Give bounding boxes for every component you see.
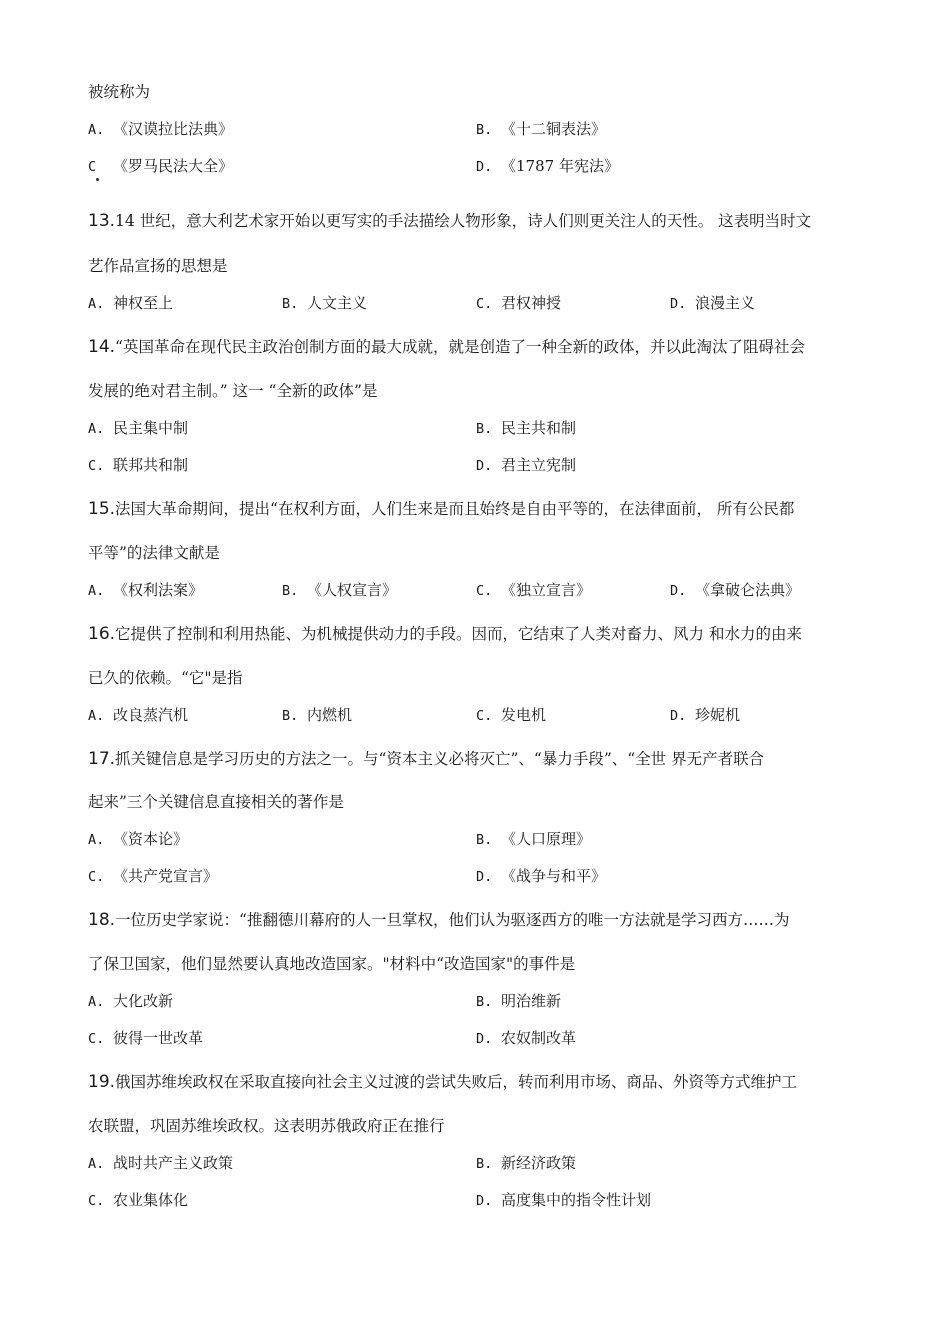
q17-option-d[interactable]: D. 《战争与和平》: [476, 867, 607, 885]
question-number: 13.: [88, 211, 116, 231]
q12-option-b[interactable]: B. 《十二铜表法》: [476, 120, 607, 138]
q15-option-a[interactable]: A. 《权利法案》: [88, 581, 204, 599]
q17-option-b[interactable]: B. 《人口原理》: [476, 830, 592, 848]
q13-option-d[interactable]: D. 浪漫主义: [670, 294, 756, 312]
q17-option-c[interactable]: C. 《共产党宣言》: [88, 867, 219, 885]
q13-option-a[interactable]: A. 神权至上: [88, 294, 174, 312]
question-number: 18.: [88, 910, 116, 930]
question-15-stem: 15.法国大革命期间，提出“在权利方面，人们生来是而且始终是自由平等的，在法律面前， 所有公民都: [88, 499, 795, 519]
q19-option-c[interactable]: C. 农业集体化: [88, 1191, 189, 1209]
q18-option-d[interactable]: D. 农奴制改革: [476, 1029, 577, 1047]
question-14-stem-line2: 发展的绝对君主制。” 这一 “全新的政体”是: [88, 382, 378, 400]
q13-option-c[interactable]: C. 君权神授: [476, 294, 562, 312]
q19-option-b[interactable]: B. 新经济政策: [476, 1154, 577, 1172]
q18-option-b[interactable]: B. 明治维新: [476, 992, 562, 1010]
q16-option-b[interactable]: B. 内燃机: [282, 706, 353, 724]
q12-option-d[interactable]: D. 《1787 年宪法》: [476, 157, 619, 175]
q16-option-a[interactable]: A. 改良蒸汽机: [88, 706, 189, 724]
q16-option-d[interactable]: D. 珍妮机: [670, 706, 741, 724]
question-number: 16.: [88, 624, 116, 644]
question-13-stem-line2: 艺作品宣扬的思想是: [88, 257, 228, 275]
question-19-stem: 19.俄国苏维埃政权在采取直接向社会主义过渡的尝试失败后，转而利用市场、商品、外资等方式维护工: [88, 1072, 798, 1092]
question-number: 14.: [88, 337, 116, 357]
question-16-stem: 16.它提供了控制和利用热能、为机械提供动力的手段。因而，它结束了人类对畜力、风力 和水力的由来: [88, 624, 802, 644]
question-15-stem-line2: 平等”的法律文献是: [88, 544, 220, 562]
question-18-stem-line2: 了保卫国家，他们显然要认真地改造国家。"材料中“改造国家"的事件是: [88, 955, 576, 973]
q17-option-a[interactable]: A. 《资本论》: [88, 830, 189, 848]
question-14-stem: 14.“英国革命在现代民主政治创制方面的最大成就，就是创造了一种全新的政体，并以此淘汰了阻碍社会: [88, 337, 805, 357]
q12-option-c[interactable]: C 《罗马民法大全》: [88, 157, 234, 175]
q15-option-b[interactable]: B. 《人权宣言》: [282, 581, 398, 599]
q12-option-a[interactable]: A. 《汉谟拉比法典》: [88, 120, 234, 138]
question-19-stem-line2: 农联盟，巩固苏维埃政权。这表明苏俄政府正在推行: [88, 1117, 445, 1135]
q14-option-d[interactable]: D. 君主立宪制: [476, 456, 577, 474]
q19-option-d[interactable]: D. 高度集中的指令性计划: [476, 1191, 652, 1209]
q18-option-c[interactable]: C. 彼得一世改革: [88, 1029, 204, 1047]
q14-option-c[interactable]: C. 联邦共和制: [88, 456, 189, 474]
question-13-stem: 13.14 世纪，意大利艺术家开始以更写实的手法描绘人物形象，诗人们则更关注人的天性。 这表明当时文: [88, 211, 812, 231]
q14-option-b[interactable]: B. 民主共和制: [476, 419, 577, 437]
question-16-stem-line2: 已久的依赖。“它"是指: [88, 669, 243, 687]
q19-option-a[interactable]: A. 战时共产主义政策: [88, 1154, 234, 1172]
question-number: 15.: [88, 499, 116, 519]
question-number: 19.: [88, 1072, 116, 1092]
question-17-stem: 17.抓关键信息是学习历史的方法之一。与“资本主义必将灭亡”、“暴力手段”、“全世 界无产者联合: [88, 749, 765, 769]
question-number: 17.: [88, 749, 116, 769]
stray-dot-mark: [96, 178, 99, 181]
q16-option-c[interactable]: C. 发电机: [476, 706, 547, 724]
q14-option-a[interactable]: A. 民主集中制: [88, 419, 189, 437]
question-12-stem-tail: 被统称为: [88, 83, 151, 101]
q18-option-a[interactable]: A. 大化改新: [88, 992, 174, 1010]
q15-option-d[interactable]: D. 《拿破仑法典》: [670, 581, 801, 599]
q13-option-b[interactable]: B. 人文主义: [282, 294, 368, 312]
q15-option-c[interactable]: C. 《独立宣言》: [476, 581, 592, 599]
question-18-stem: 18.一位历史学家说：“推翻德川幕府的人一旦掌权，他们认为驱逐西方的唯一方法就是学习西方……为: [88, 910, 790, 930]
question-17-stem-line2: 起来”三个关键信息直接相关的著作是: [88, 793, 344, 811]
